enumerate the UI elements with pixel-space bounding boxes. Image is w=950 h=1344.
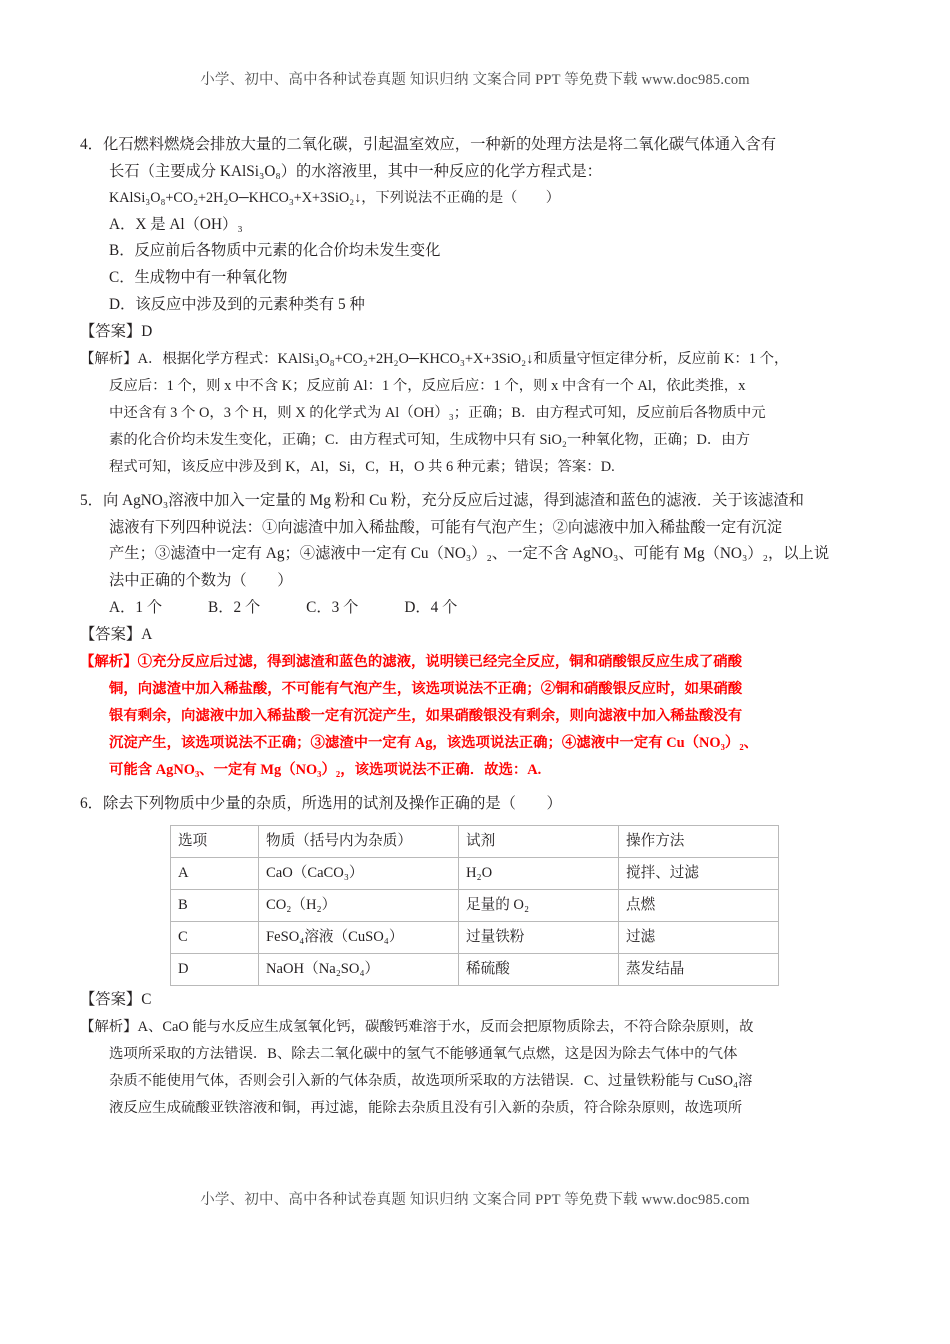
table-header-substance: 物质（括号内为杂质）: [259, 825, 459, 857]
question-6-explain-line-1: [80, 1014, 875, 1041]
table-cell-option: D: [171, 953, 259, 985]
answer-label: 【答案】: [80, 990, 142, 1008]
explain-text: ①充分反应后过滤，得到滤渣和蓝色的滤液，说明镁已经完全反应，铜和硝酸银反应生成了硝酸: [137, 654, 742, 671]
question-5-explain-line-1: [80, 649, 875, 676]
question-4-equation: KAlSi₃O₈+CO₂+2H₂O─KHCO₃+X+3SiO₂↓，下列说法不正确的是（ ）: [109, 190, 560, 207]
question-4-option-d[interactable]: D．该反应中涉及到的元素种类有 5 种: [109, 295, 365, 313]
spacer: [80, 481, 875, 488]
table-cell-substance: CaO（CaCO₃）: [259, 857, 459, 889]
answer-value: D: [141, 323, 153, 341]
explain-label: 【解析】: [80, 1018, 138, 1035]
table-header-option: 选项: [171, 825, 259, 857]
question-5-explain-line-3: 银有剩余，向滤液中加入稀盐酸一定有沉淀产生，如果硝酸银没有剩余，则向滤液中加入稀盐酸没有: [109, 708, 743, 725]
table-cell-method: 搅拌、过滤: [619, 857, 779, 889]
table-cell-reagent: 过量铁粉: [459, 921, 619, 953]
impurity-removal-table: [170, 825, 779, 986]
document-content: [0, 132, 950, 1122]
question-5-stem-line-1: 5．向 AgNO₃溶液中加入一定量的 Mg 粉和 Cu 粉，充分反应后过滤，得到滤渣和蓝色的滤液．关于该滤渣和: [80, 492, 804, 510]
table-header-row: [171, 825, 779, 857]
question-6-explain-line-2: 选项所采取的方法错误．B、除去二氧化碳中的氢气不能够通氧气点燃，这是因为除去气体中的气体: [109, 1045, 738, 1062]
table-cell-method: 过滤: [619, 921, 779, 953]
table-row[interactable]: [171, 953, 779, 985]
table-cell-substance: FeSO₄溶液（CuSO₄）: [259, 921, 459, 953]
answer-value: A: [141, 626, 153, 644]
table-cell-method: 点燃: [619, 889, 779, 921]
question-5-stem-line-3: 产生；③滤渣中一定有 Ag；④滤液中一定有 Cu（NO₃）₂、一定不含 AgNO₃、可能有 Mg（NO₃）₂，以上说: [109, 545, 830, 563]
question-5-answer: [80, 621, 875, 649]
question-4-stem-line-1: 4．化石燃料燃烧会排放大量的二氧化碳，引起温室效应，一种新的处理方法是将二氧化碳气体通入含有: [80, 136, 777, 153]
table-row[interactable]: [171, 857, 779, 889]
question-6-explain-line-4: 液反应生成硫酸亚铁溶液和铜，再过滤，能除去杂质且没有引入新的杂质，符合除杂原则，故选项所: [109, 1099, 743, 1116]
table-cell-substance: CO₂（H₂）: [259, 889, 459, 921]
explain-label: 【解析】: [80, 654, 138, 671]
question-5: [80, 488, 875, 784]
question-4: [80, 132, 875, 481]
question-6-answer: [80, 986, 875, 1014]
spacer: [80, 784, 875, 791]
table-header-method: 操作方法: [619, 825, 779, 857]
explain-text: A．根据化学方程式：KAlSi₃O₈+CO₂+2H₂O─KHCO₃+X+3SiO₂↓和质量守恒定律分析，反应前 K：1 个，: [137, 351, 789, 368]
table-cell-option: B: [171, 889, 259, 921]
watermark-footer: 小学、初中、高中各种试卷真题 知识归纳 文案合同 PPT 等免费下载 www.doc985.com: [200, 1192, 750, 1208]
question-4-explain-line-4: 素的化合价均未发生变化，正确；C．由方程式可知，生成物中只有 SiO₂一种氧化物，正确；D．由方: [109, 432, 751, 449]
question-5-stem-line-2: 滤液有下列四种说法：①向滤渣中加入稀盐酸，可能有气泡产生；②向滤液中加入稀盐酸一定有沉淀: [109, 518, 783, 536]
table-row[interactable]: [171, 921, 779, 953]
question-6: [80, 791, 875, 1122]
table-cell-reagent: H₂O: [459, 857, 619, 889]
question-5-explain-line-5: 可能含 AgNO₃、一定有 Mg（NO₃）₂，该选项说法不正确．故选：A.: [109, 762, 542, 779]
table-header-reagent: 试剂: [459, 825, 619, 857]
table-cell-option: C: [171, 921, 259, 953]
question-4-explain-line-3: 中还含有 3 个 O，3 个 H，则 X 的化学式为 Al（OH）₃；正确；B．由方程式可知，反应前后各物质中元: [109, 405, 766, 422]
question-5-explanation: [80, 649, 875, 784]
table-cell-option: A: [171, 857, 259, 889]
question-6-explain-line-3: 杂质不能使用气体，否则会引入新的气体杂质，故选项所采取的方法错误．C、过量铁粉能与 CuSO₄溶: [109, 1072, 753, 1089]
question-5-stem-line-4: 法中正确的个数为（ ）: [109, 571, 293, 589]
answer-label: 【答案】: [80, 323, 142, 341]
answer-label: 【答案】: [80, 626, 142, 644]
table-row[interactable]: [171, 889, 779, 921]
table-cell-substance: NaOH（Na₂SO₄）: [259, 953, 459, 985]
table-cell-reagent: 足量的 O₂: [459, 889, 619, 921]
table-cell-reagent: 稀硫酸: [459, 953, 619, 985]
explain-label: 【解析】: [80, 351, 138, 368]
table-cell-method: 蒸发结晶: [619, 953, 779, 985]
question-4-option-c[interactable]: C．生成物中有一种氧化物: [109, 268, 288, 286]
question-4-answer: [80, 318, 875, 346]
question-4-explain-line-5: 程式可知，该反应中涉及到 K，Al，Si，C，H，O 共 6 种元素；错误；答案：D.: [109, 459, 615, 476]
question-4-option-a[interactable]: A．X 是 Al（OH）₃: [109, 215, 243, 233]
question-6-stem-line-1: 6．除去下列物质中少量的杂质，所选用的试剂及操作正确的是（ ）: [80, 795, 562, 813]
question-4-explain-line-2: 反应后：1 个，则 x 中不含 K；反应前 Al：1 个，反应后应：1 个，则 x 中含有一个 Al，依此类推，x: [109, 378, 746, 395]
question-5-explain-line-4: 沉淀产生，该选项说法不正确；③滤渣中一定有 Ag，该选项说法正确；④滤液中一定有 Cu（NO₃）₂、: [109, 735, 759, 752]
explain-text: A、CaO 能与水反应生成氢氧化钙，碳酸钙难溶于水，反而会把原物质除去，不符合除杂原则，故: [137, 1018, 754, 1035]
watermark-header: 小学、初中、高中各种试卷真题 知识归纳 文案合同 PPT 等免费下载 www.doc985.com: [200, 72, 750, 88]
question-4-explain-line-1: [80, 346, 875, 373]
answer-value: C: [141, 990, 152, 1008]
question-5-explain-line-2: 铜，向滤渣中加入稀盐酸，不可能有气泡产生，该选项说法不正确；②铜和硝酸银反应时，如果硝酸: [109, 681, 743, 698]
question-4-stem-line-2: 长石（主要成分 KAlSi₃O₈）的水溶液里，其中一种反应的化学方程式是：: [109, 162, 602, 180]
question-5-options-inline[interactable]: A．1 个 B．2 个 C．3 个 D．4 个: [109, 598, 458, 616]
question-4-option-b[interactable]: B．反应前后各物质中元素的化合价均未发生变化: [109, 242, 441, 260]
